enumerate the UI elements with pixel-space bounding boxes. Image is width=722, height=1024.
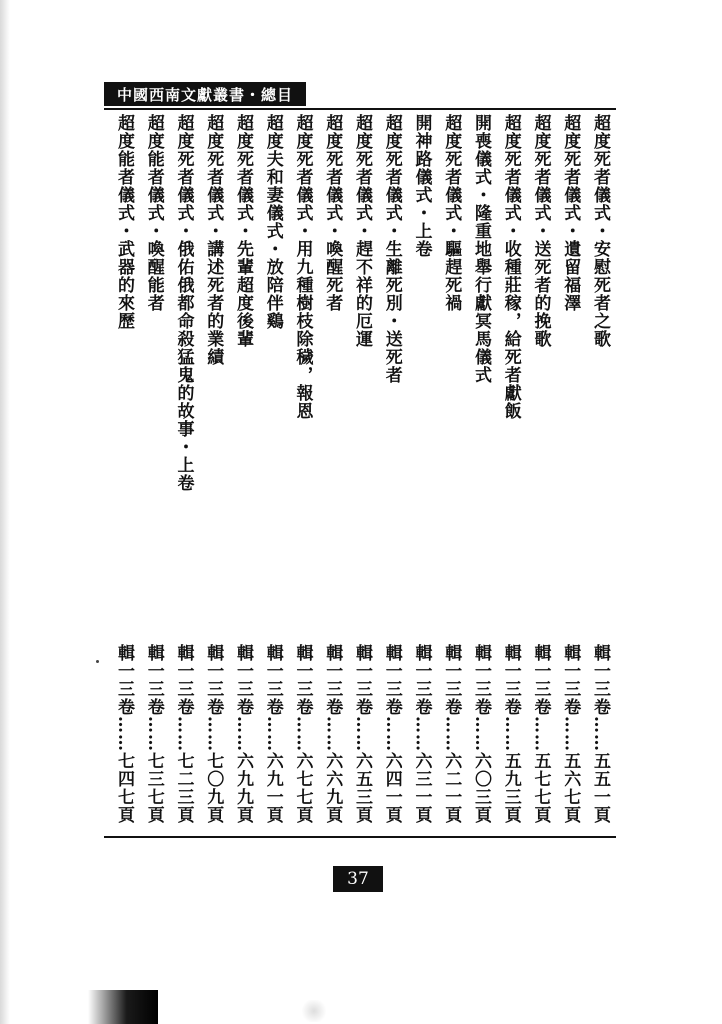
toc-entry-page-ref: 輯一三卷……七三七頁 <box>143 644 164 824</box>
toc-entry-page-ref: 輯一三卷……五六七頁 <box>560 644 581 824</box>
toc-entry-title: 超度死者儀式・驅趕死禍 <box>441 114 462 312</box>
toc-entry-page-ref: 輯一三卷……五九三頁 <box>500 644 521 824</box>
series-title-banner <box>104 82 306 106</box>
toc-entry-title: 開喪儀式・隆重地舉行獻冥馬儀式 <box>471 114 491 384</box>
toc-entry <box>320 114 344 830</box>
toc-entry <box>529 114 553 830</box>
toc-entry <box>410 114 434 830</box>
toc-entry-page-ref: 輯一三卷……七四七頁 <box>114 644 134 824</box>
toc-entry-page-ref: 輯一三卷……六三一頁 <box>411 644 432 824</box>
toc-entry-page-ref: 輯一三卷……六〇三頁 <box>471 644 491 824</box>
toc-entry-page-ref: 輯一三卷……六二一頁 <box>441 644 462 824</box>
toc-entry-page-ref: 輯一三卷……六六九頁 <box>322 644 343 824</box>
toc-entry-page-ref: 輯一三卷……六五三頁 <box>352 644 372 824</box>
toc-entry <box>291 114 315 830</box>
toc-entry-title: 超度死者儀式・遺留福澤 <box>560 114 581 312</box>
toc-entry <box>261 114 285 830</box>
toc-entry-title: 超度能者儀式・武器的來歷 <box>114 114 134 330</box>
toc-entry <box>201 114 225 830</box>
toc-entry-page-ref: 輯一三卷……五七七頁 <box>530 644 551 824</box>
toc-entry-title: 超度死者儀式・趕不祥的厄運 <box>352 114 372 348</box>
toc-entry-title: 超度死者儀式・喚醒死者 <box>322 114 343 312</box>
scan-edge-shadow <box>0 0 10 1024</box>
toc-entry-title: 超度死者儀式・送死者的挽歌 <box>530 114 551 348</box>
page-number-badge <box>333 866 383 892</box>
toc-entry-page-ref: 輯一三卷……五五一頁 <box>590 644 610 824</box>
toc-entry <box>350 114 374 830</box>
toc-entry-page-ref: 輯一三卷……六九九頁 <box>233 644 253 824</box>
toc-entry-title: 超度死者儀式・俄佑俄都命殺猛鬼的故事・上卷 <box>173 114 194 492</box>
scan-smudge <box>300 1000 328 1022</box>
table-of-contents <box>112 114 612 830</box>
toc-entry <box>588 114 612 830</box>
toc-entry-title: 超度能者儀式・喚醒能者 <box>143 114 164 312</box>
toc-entry-title: 超度死者儀式・講述死者的業績 <box>203 114 224 366</box>
toc-entry-title: 超度死者儀式・用九種樹枝除穢，報恩 <box>292 114 313 420</box>
scan-corner-artifact <box>88 990 158 1024</box>
toc-entry <box>380 114 404 830</box>
toc-entry-title: 超度死者儀式・收種莊稼，給死者獻飯 <box>500 114 521 420</box>
toc-entry-title: 開神路儀式・上卷 <box>411 114 432 258</box>
toc-entry <box>112 114 136 830</box>
toc-entry-page-ref: 輯一三卷……六四一頁 <box>381 644 402 824</box>
toc-entry-title: 超度夫和妻儀式・放陪伴鷄 <box>262 114 283 330</box>
toc-entry-title: 超度死者儀式・生離死別・送死者 <box>381 114 402 384</box>
toc-entry-page-ref: 輯一三卷……七二三頁 <box>173 644 194 824</box>
toc-entry <box>558 114 582 830</box>
toc-entry-title: 超度死者儀式・先輩超度後輩 <box>233 114 253 348</box>
toc-entry <box>499 114 523 830</box>
toc-entry <box>439 114 463 830</box>
toc-entry <box>172 114 196 830</box>
footer-divider <box>104 836 616 838</box>
toc-entry-page-ref: 輯一三卷……六九一頁 <box>262 644 283 824</box>
toc-entry <box>469 114 493 830</box>
toc-entry-page-ref: 輯一三卷……七〇九頁 <box>203 644 224 824</box>
page-number: 37 <box>347 869 369 889</box>
header-divider <box>104 108 616 110</box>
toc-entry <box>142 114 166 830</box>
toc-entry-title: 超度死者儀式・安慰死者之歌 <box>590 114 610 348</box>
toc-entry-page-ref: 輯一三卷……六七七頁 <box>292 644 313 824</box>
scan-speck <box>96 660 99 663</box>
series-title: 中國西南文獻叢書・總目 <box>116 85 293 104</box>
toc-entry <box>231 114 255 830</box>
